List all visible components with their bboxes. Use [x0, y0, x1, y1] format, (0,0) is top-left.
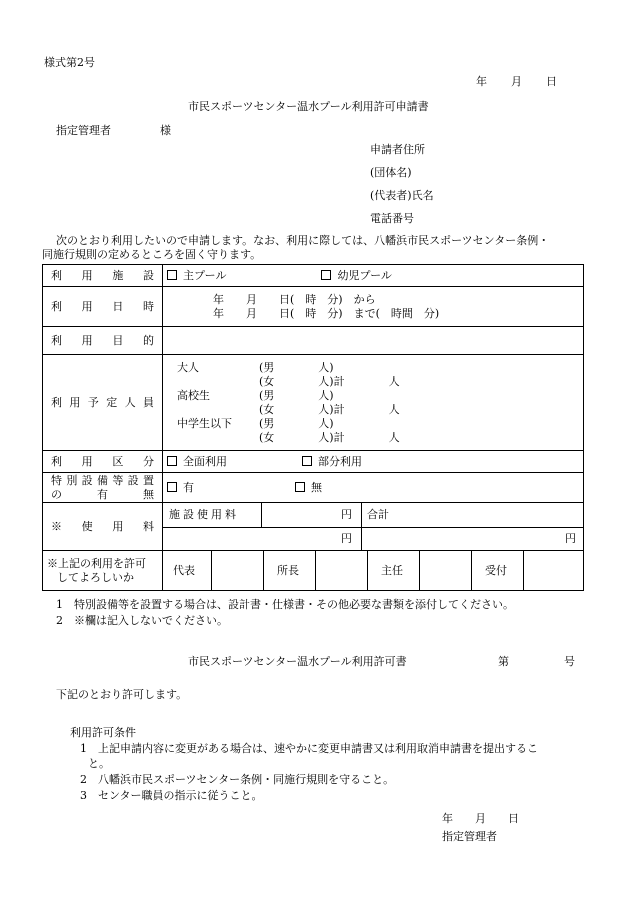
checkbox-icon[interactable] — [295, 482, 305, 492]
facility-options: 主プール 幼児プール — [163, 265, 584, 287]
permit-condition-2: 2 八幡浜市民スポーツセンター条例・同施行規則を守ること。 — [80, 773, 395, 786]
checkbox-icon[interactable] — [167, 270, 177, 280]
permit-condition-3: 3 センター職員の指示に従うこと。 — [80, 789, 263, 802]
approval-reception: 受付 — [485, 564, 507, 577]
approval-representative: 代表 — [173, 564, 195, 577]
datetime-label: 利用日時 — [43, 287, 163, 327]
people-label: 利用予定人員 — [43, 355, 163, 451]
date-month: 月 — [511, 75, 522, 88]
division-label: 利用区分 — [43, 451, 163, 473]
approval-chief: 主任 — [381, 564, 403, 577]
fee-yen: 円 — [341, 508, 352, 521]
addressee-name: 指定管理者 — [56, 124, 111, 137]
permit-issuer: 指定管理者 — [442, 830, 497, 843]
subtotal-yen: 円 — [341, 532, 352, 545]
datetime-field[interactable]: 年 月 日( 時 分) から 年 月 日( 時 分) まで( 時間 分) — [163, 287, 584, 327]
note-2: 2 ※欄は記入しないでください。 — [56, 614, 228, 627]
applicant-representative: (代表者)氏名 — [370, 189, 434, 202]
checkbox-icon[interactable] — [302, 456, 312, 466]
applicant-phone: 電話番号 — [370, 212, 414, 225]
facility-fee-label: 施設使用料 — [169, 508, 239, 521]
facility-label: 利用施設 — [43, 265, 163, 287]
permit-condition-1: 1 上記申請内容に変更がある場合は、速やかに変更申請書又は利用取消申請書を提出するこ — [80, 742, 538, 755]
fee-cell — [163, 503, 584, 551]
note-1: 1 特別設備等を設置する場合は、設計書・仕様書・その他必要な書類を添付してください。 — [56, 598, 514, 611]
intro-line-2: 同施行規則の定めるところを固く守ります。 — [42, 248, 262, 261]
application-table — [42, 264, 584, 591]
total-yen: 円 — [565, 532, 576, 545]
checkbox-icon[interactable] — [167, 482, 177, 492]
checkbox-icon[interactable] — [167, 456, 177, 466]
approval-label: ※上記の利用を許可 してよろしいか — [43, 551, 163, 591]
date-day: 日 — [546, 75, 557, 88]
addressee-honorific: 様 — [160, 124, 171, 137]
applicant-group: (団体名) — [370, 166, 412, 179]
total-label: 合計 — [367, 508, 389, 521]
division-options: 全面利用 部分利用 — [163, 451, 584, 473]
permit-date: 年 月 日 — [442, 812, 519, 825]
applicant-address: 申請者住所 — [370, 143, 425, 156]
checkbox-icon[interactable] — [321, 270, 331, 280]
purpose-field[interactable] — [163, 327, 584, 355]
purpose-label: 利用目的 — [43, 327, 163, 355]
date-year: 年 — [476, 75, 487, 88]
permit-body: 下記のとおり許可します。 — [56, 688, 188, 701]
intro-line-1: 次のとおり利用したいので申請します。なお、利用に際しては、八幡浜市民スポーツセンター条例・ — [56, 234, 550, 247]
application-title: 市民スポーツセンター温水プール利用許可申請書 — [188, 100, 429, 113]
permit-title: 市民スポーツセンター温水プール利用許可書 — [188, 655, 407, 668]
equipment-options: 有 無 — [163, 473, 584, 503]
permit-conditions-title: 利用許可条件 — [70, 726, 136, 739]
form-number: 様式第2号 — [44, 56, 95, 69]
equipment-label: 特別設備等設置 の 有 無 — [43, 473, 163, 503]
permit-condition-1-cont: と。 — [88, 757, 110, 770]
people-field[interactable]: 大人 (男 人) (女 人)計 人 高校生 (男 人) (女 人)計 人 中学生以下 (男 人) (女 人)計 人 — [163, 355, 584, 451]
approval-director: 所長 — [277, 564, 299, 577]
approval-cell — [163, 551, 584, 591]
permit-number: 第 号 — [498, 655, 575, 668]
fee-label: ※使用料 — [43, 503, 163, 551]
